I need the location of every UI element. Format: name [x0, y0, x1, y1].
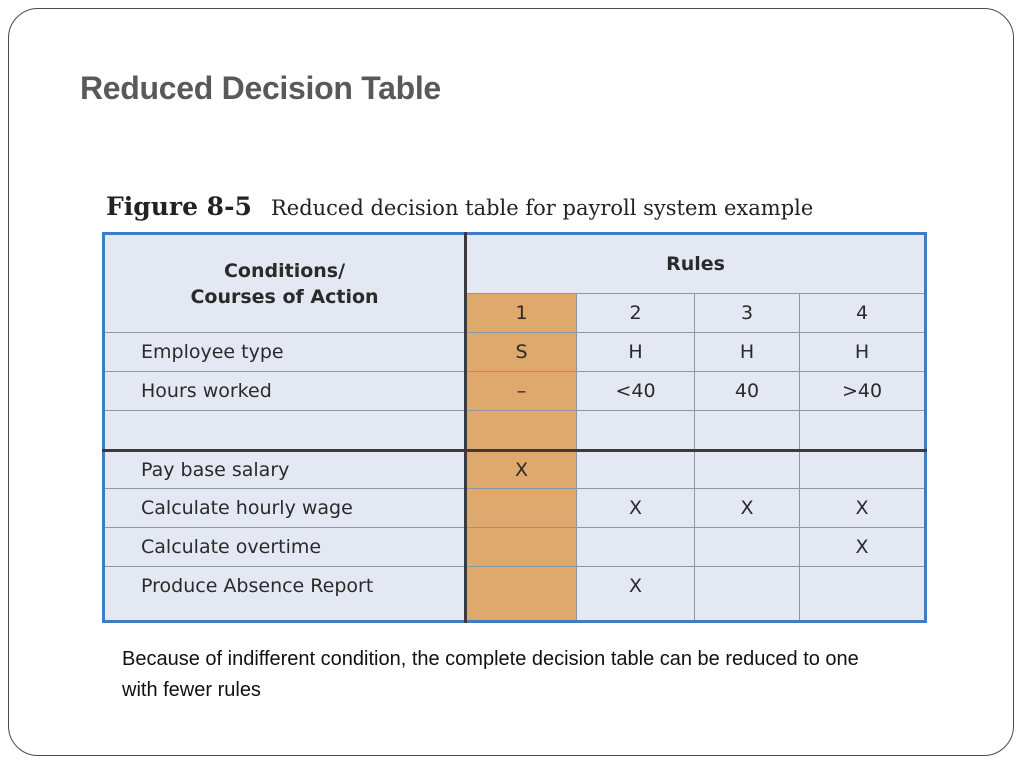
slide-title: Reduced Decision Table: [80, 70, 441, 106]
table-cell: [577, 528, 695, 567]
rule-number: 3: [695, 294, 800, 333]
table-cell: [800, 567, 926, 622]
table-cell: [695, 528, 800, 567]
table-header-row: [104, 234, 926, 294]
table-cell: S: [466, 333, 577, 372]
table-cell: X: [800, 489, 926, 528]
rules-header: Rules: [466, 234, 926, 294]
table-cell: 40: [695, 372, 800, 411]
conditions-header-line2: Courses of Action: [190, 285, 379, 308]
table-cell: [695, 567, 800, 622]
table-cell: X: [577, 567, 695, 622]
body-text: Because of indifferent condition, the complete decision table can be reduced to one with fewer rules: [122, 648, 859, 701]
action-label: Calculate hourly wage: [104, 489, 466, 528]
condition-label: Hours worked: [104, 372, 466, 411]
table-cell: <40: [577, 372, 695, 411]
table-cell: [695, 451, 800, 489]
table-cell: [577, 451, 695, 489]
table-cell: [466, 567, 577, 622]
table-cell: H: [695, 333, 800, 372]
figure-label: Figure 8-5: [106, 192, 252, 221]
figure-caption: [106, 192, 813, 221]
condition-label: [104, 411, 466, 451]
table-cell: [800, 411, 926, 451]
action-label: Pay base salary: [104, 451, 466, 489]
rule-number: 2: [577, 294, 695, 333]
table-cell: [466, 528, 577, 567]
table-row: [104, 333, 926, 372]
table-cell: [800, 451, 926, 489]
table-cell: H: [577, 333, 695, 372]
table-row: [104, 411, 926, 451]
figure-caption-text: Reduced decision table for payroll system example: [270, 196, 814, 220]
rule-number: 1: [466, 294, 577, 333]
table-cell: X: [466, 451, 577, 489]
condition-label: Employee type: [104, 333, 466, 372]
table-row: [104, 528, 926, 567]
table-row: [104, 451, 926, 489]
table-cell: [577, 411, 695, 451]
decision-table: [102, 232, 927, 623]
table-row: [104, 372, 926, 411]
table-cell: [466, 489, 577, 528]
rule-number: 4: [800, 294, 926, 333]
table-cell: –: [466, 372, 577, 411]
table-cell: X: [577, 489, 695, 528]
action-label: Produce Absence Report: [104, 567, 466, 622]
action-label: Calculate overtime: [104, 528, 466, 567]
table-cell: [695, 411, 800, 451]
table-cell: X: [695, 489, 800, 528]
table-row: [104, 567, 926, 622]
conditions-header-line1: Conditions/: [223, 259, 346, 282]
table-cell: H: [800, 333, 926, 372]
table-cell: >40: [800, 372, 926, 411]
conditions-header: [104, 234, 466, 333]
table-cell: X: [800, 528, 926, 567]
table-cell: [466, 411, 577, 451]
table-row: [104, 489, 926, 528]
